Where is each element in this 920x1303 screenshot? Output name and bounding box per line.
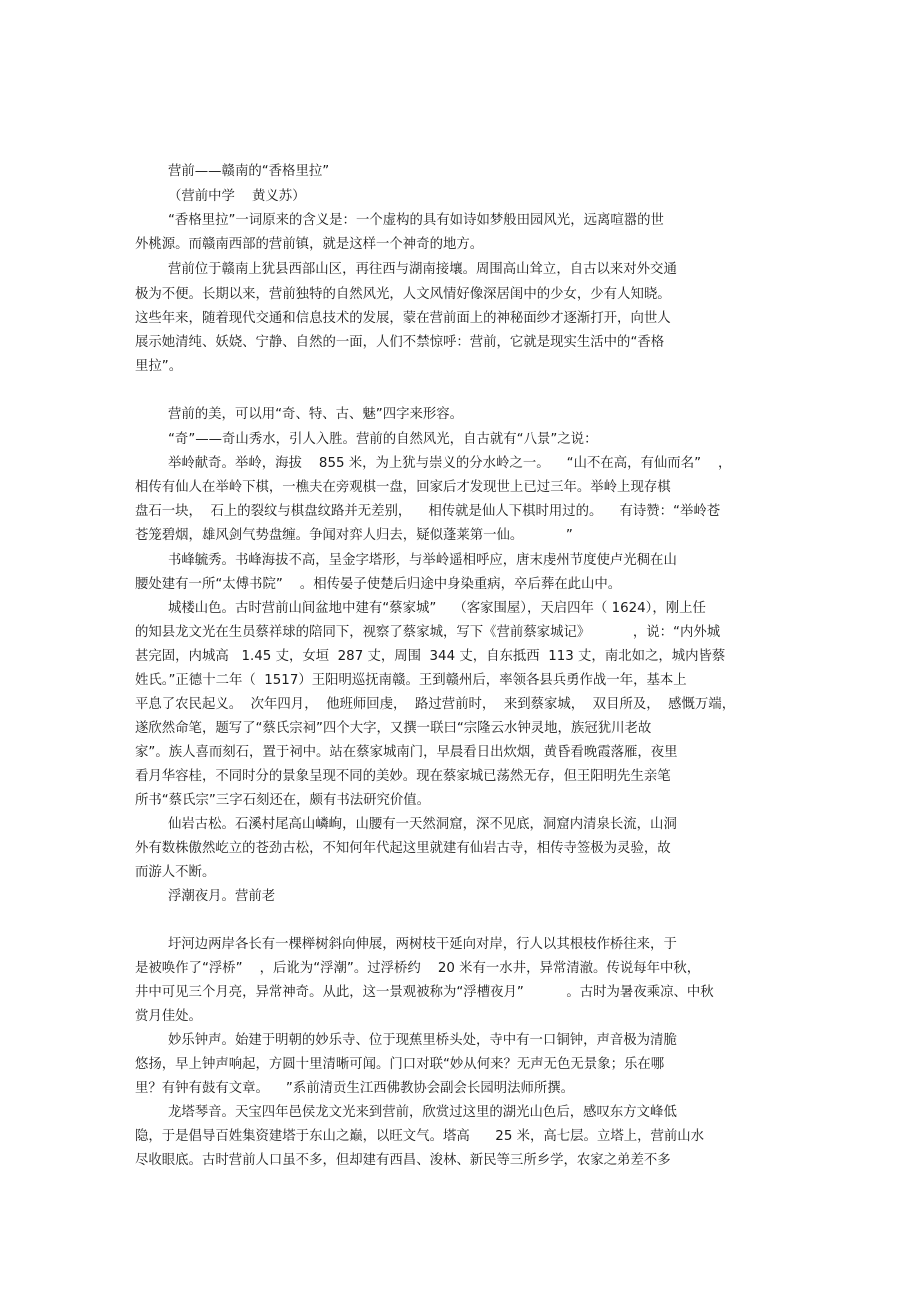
text-line: 而游人不断。 (135, 865, 216, 880)
text-line: 赏月佳处。 (135, 1009, 202, 1024)
text-line: 里拉”。 (135, 359, 183, 374)
text-line: 妙乐钟声。始建于明朝的妙乐寺、位于现蕉里桥头处，寺中有一口铜钟，声音极为清脆 (168, 1033, 677, 1048)
text-line: 浮潮夜月。营前老 (168, 889, 276, 904)
text-line: 外桃源。而赣南西部的营前镇，就是这样一个神奇的地方。 (135, 237, 484, 252)
text-line: 仙岩古松。石溪村尾高山嶙峋，山腰有一天然洞窟，深不见底，洞窟内清泉长流，山洞 (168, 817, 677, 832)
text-line: 甚完固，内城高 1.45 丈，女垣 287 丈，周围 344 丈，自东抵西 113 丈，南北如之，城内皆蔡 (135, 649, 726, 664)
text-line: 遂欣然命笔，题写了“蔡氏宗祠”四个大字，又撰一联曰“宗隆云水钟灵地，族冠犹川老故 (135, 721, 652, 736)
text-line: 城楼山色。古时营前山间盆地中建有“蔡家城” （客家围屋），天启四年（ 1624），刚上任 (168, 601, 706, 616)
text-line: 举岭献奇。举岭，海拔 855 米，为上犹与崇义的分水岭之一。 “山不在高，有仙而名” ， (168, 456, 732, 471)
text-line: “奇”——奇山秀水，引人入胜。营前的自然风光，自古就有“八景”之说： (168, 432, 598, 447)
text-line: 书峰毓秀。书峰海拔不高，呈金字塔形，与举岭遥相呼应，唐末虔州节度使卢光稠在山 (168, 553, 677, 568)
text-line: 所书“蔡氏宗”三字石刻还在，颇有书法研究价值。 (135, 793, 431, 808)
text-line: 外有数株傲然屹立的苍劲古松，不知何年代起这里就建有仙岩古寺，相传寺签极为灵验，故 (135, 841, 671, 856)
text-line: 尽收眼底。古时营前人口虽不多，但却建有西昌、浚林、新民等三所乡学，农家之弟差不多 (135, 1153, 671, 1168)
text-line: 看月华容桂，不同时分的景象呈现不同的美妙。现在蔡家城已荡然无存，但王阳明先生亲笔 (135, 769, 671, 784)
text-line: 相传有仙人在举岭下棋，一樵夫在旁观棋一盘，回家后才发现世上已过三年。举岭上现存棋 (135, 480, 671, 495)
text-line: 平息了农民起义。 次年四月， 他班师回虔， 路过营前时， 来到蔡家城， 双目所及， 感慨万端， (135, 697, 736, 712)
text-line: 极为不便。长期以来，营前独特的自然风光，人文风情好像深居闺中的少女，少有人知晓。 (135, 287, 671, 302)
text-line: 盘石一块， 石上的裂纹与棋盘纹路并无差别， 相传就是仙人下棋时用过的。 有诗赞：“举岭苍 (135, 504, 721, 519)
text-line: 腰处建有一所“太傅书院” 。相传晏子使楚后归途中身染重病，卒后葬在此山中。 (135, 577, 622, 592)
text-line: 家”。族人喜而刻石，置于祠中。站在蔡家城南门，早晨看日出炊烟，黄昏看晚霞落雁，夜里 (135, 745, 678, 760)
text-line: 姓氏。”正德十二年（ 1517）王阳明巡抚南赣。王到赣州后，率领各县兵勇作战一年，基本上 (135, 673, 687, 688)
text-line: 隐，于是倡导百姓集资建塔于东山之巅，以旺文气。塔高 25 米，高七层。立塔上，营前山水 (135, 1129, 705, 1144)
text-line: 悠扬，早上钟声响起，方圆十里清晰可闻。门口对联“妙从何来？无声无色无景象；乐在哪 (135, 1057, 665, 1072)
text-line: 的知县龙文光在生员蔡祥球的陪同下，视察了蔡家城，写下《营前蔡家城记》 ，说：“内外城 (135, 625, 721, 640)
text-line: 展示她清纯、妖娆、宁静、自然的一面，人们不禁惊呼：营前，它就是现实生活中的“香格 (135, 335, 665, 350)
text-line: 龙塔琴音。天宝四年邑侯龙文光来到营前，欣赏过这里的湖光山色后，感叹东方文峰低 (168, 1105, 677, 1120)
text-line: 营前位于赣南上犹县西部山区，再往西与湖南接壤。周围高山耸立，自古以来对外交通 (168, 262, 677, 277)
text-line: 是被唤作了“浮桥” ，后讹为“浮潮”。过浮桥约 20 米有一水井，异常清澈。传说每年中秋， (135, 961, 701, 976)
text-line: 营前的美，可以用“奇、特、古、魅”四字来形容。 (168, 407, 464, 422)
text-line: 里？有钟有鼓有文章。 ”系前清贡生江西佛教协会副会长园明法师所撰。 (135, 1081, 575, 1096)
text-line: 苍笼碧烟，雄风剑气势盘缠。争闻对弈人归去，疑似蓬莱第一仙。 ” (135, 528, 573, 543)
text-line: “香格里拉”一词原来的含义是：一个虚构的具有如诗如梦般田园风光，远离喧嚣的世 (168, 213, 664, 228)
author-line: （营前中学 黄义苏） (168, 189, 306, 204)
text-line: 井中可见三个月亮，异常神奇。从此，这一景观被称为“浮槽夜月” 。古时为暑夜乘凉、中秋 (135, 985, 714, 1000)
text-line: 圩河边两岸各长有一棵榉树斜向伸展，两树枝干延向对岸，行人以其根枝作桥往来，于 (168, 937, 677, 952)
text-line: 这些年来，随着现代交通和信息技术的发展，蒙在营前面上的神秘面纱才逐渐打开，向世人 (135, 311, 671, 326)
document-title: 营前——赣南的“香格里拉” (168, 164, 330, 179)
